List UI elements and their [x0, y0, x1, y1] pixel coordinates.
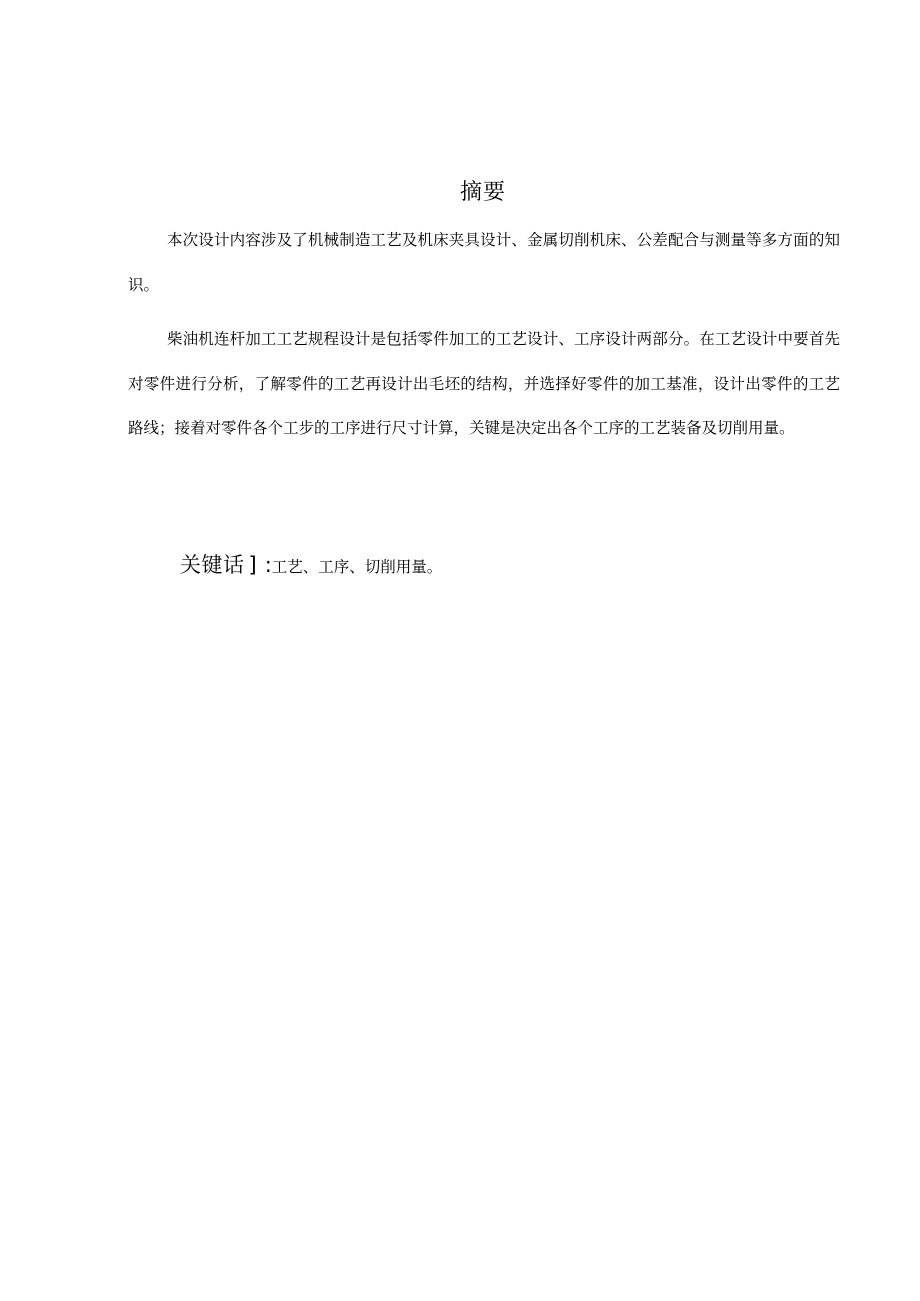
abstract-paragraph-2: 柴油机连杆加工工艺规程设计是包括零件加工的工艺设计、工序设计两部分。在工艺设计中要首先对零件进行分析，了解零件的工艺再设计出毛坯的结构，并选择好零件的加工基准，设计出零件的工艺路线；接着对零件各个工步的工序进行尺寸计算，关键是决定出各个工序的工艺装备及切削用量。 [128, 330, 840, 437]
keywords-colon: : [264, 553, 272, 577]
keywords-bracket: ] [248, 553, 257, 577]
abstract-paragraph-1: 本次设计内容涉及了机械制造工艺及机床夹具设计、金属切削机床、公差配合与测量等多方面的知识。 [128, 231, 840, 294]
abstract-title: 摘要 [459, 180, 506, 205]
keywords-label: 关键话 [180, 553, 245, 577]
keywords-line [180, 548, 442, 584]
keywords-value: 工艺、工序、切削用量。 [271, 558, 443, 576]
